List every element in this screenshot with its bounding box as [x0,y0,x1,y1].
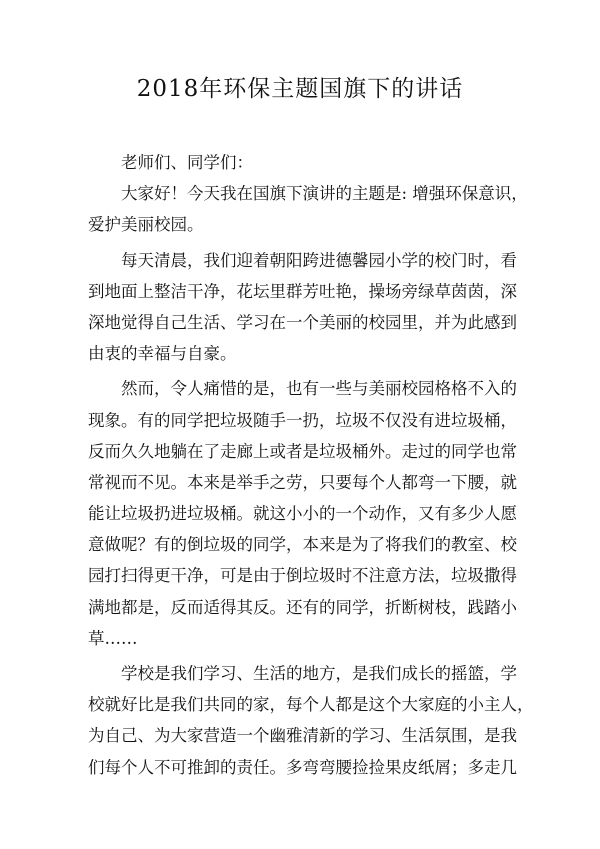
paragraph-line: 常视而不见。本来是举手之劳，只要每个人都弯一下腰，就 [88,472,517,492]
paragraph-line: 反而久久地躺在了走廊上或者是垃圾桶外。走过的同学也常 [88,441,517,461]
paragraph-line: 意做呢？有的倒垃圾的同学，本来是为了将我们的教室、校 [88,535,517,555]
paragraph-line: 草…… [88,628,138,648]
paragraph-line: 爱护美丽校园。 [88,215,204,235]
paragraph-line: 园打扫得更干净，可是由于倒垃圾时不注意方法，垃圾撒得 [88,566,517,586]
paragraph-line: 每天清晨，我们迎着朝阳跨进德馨园小学的校门时，看 [121,250,517,270]
paragraph-line: 校就好比是我们共同的家，每个人都是这个大家庭的小主人， [88,695,534,715]
paragraph-line: 们每个人不可推卸的责任。多弯弯腰捡捡果皮纸屑；多走几 [88,757,517,777]
paragraph-line: 到地面上整洁干净，花坛里群芳吐艳，操场旁绿草茵茵，深 [88,281,517,301]
salutation: 老师们、同学们： [121,153,253,172]
paragraph-line: 学校是我们学习、生活的地方，是我们成长的摇篮，学 [121,664,517,683]
paragraph [88,373,520,654]
document-title: 2018年环保主题国旗下的讲话 [136,76,464,102]
paragraph-line: 然而，令人痛惜的是，也有一些与美丽校园格格不入的 [121,379,517,399]
paragraph-line: 为自己、为大家营造一个幽雅清新的学习、生活氛围，是我 [88,726,517,746]
paragraph-line: 能让垃圾扔进垃圾桶。就这小小的一个动作，又有多少人愿 [88,504,517,524]
paragraph [88,658,534,783]
paragraph-line: 满地都是，反而适得其反。还有的同学，折断树枝，践踏小 [88,597,517,617]
paragraph [88,245,520,370]
paragraph-line: 大家好！今天我在国旗下演讲的主题是: 增强环保意识， [121,184,528,204]
paragraph-line: 由衷的幸福与自豪。 [88,344,237,364]
paragraph-line: 深地觉得自己生活、学习在一个美丽的校园里，并为此感到 [88,312,517,332]
paragraph-line: 现象。有的同学把垃圾随手一扔，垃圾不仅没有进垃圾桶， [88,410,517,430]
paragraph [88,178,528,240]
document-body [88,147,534,783]
